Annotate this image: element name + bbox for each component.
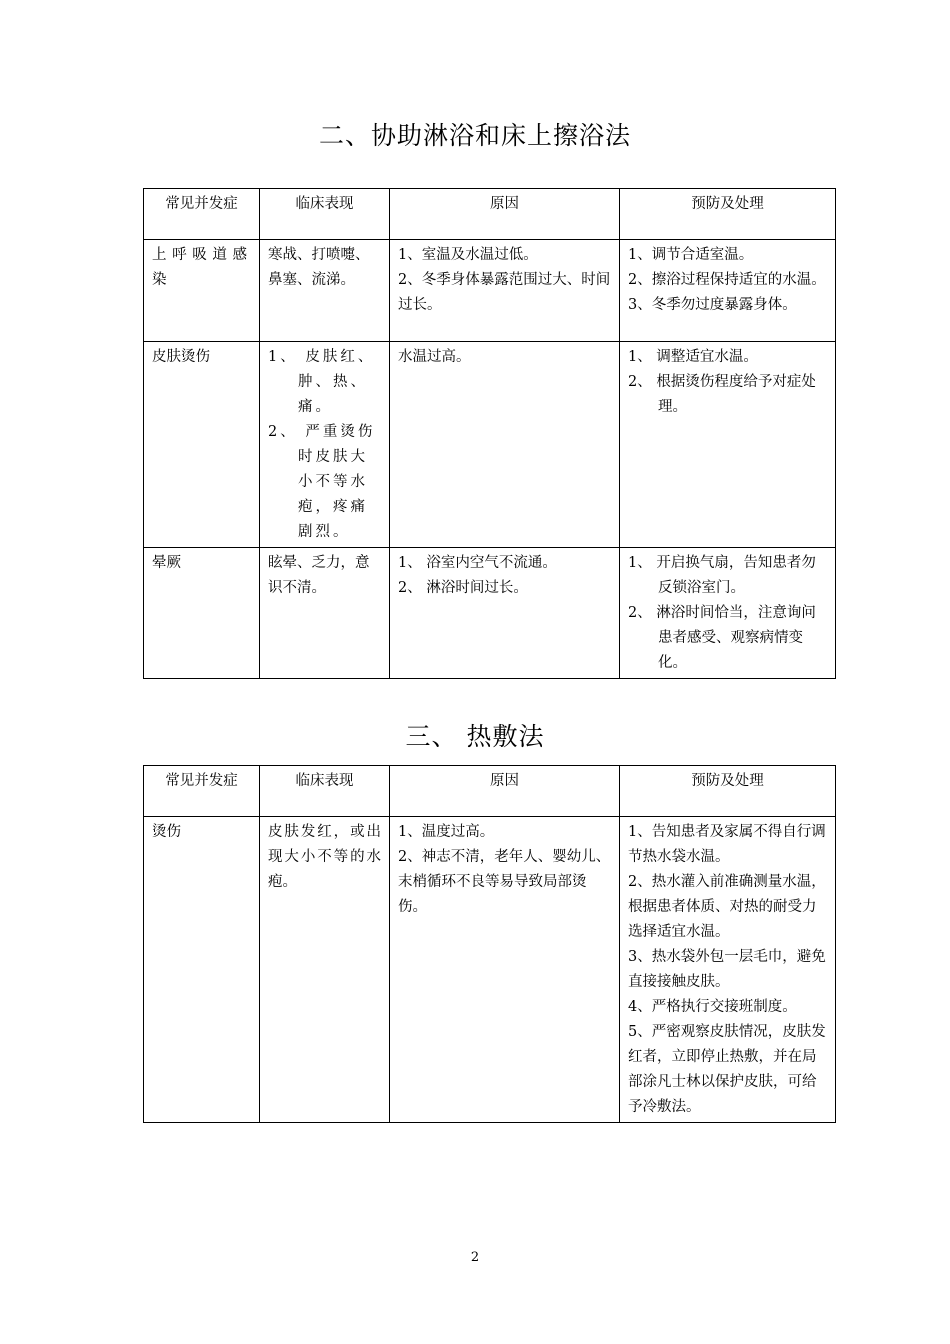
prevention-cell <box>620 817 836 1123</box>
prevention-text: 1、 调整适宜水温。 <box>628 349 758 365</box>
table-row <box>144 240 836 342</box>
cause-text: 1、温度过高。 <box>398 824 495 840</box>
header-complication: 常见并发症 <box>144 189 260 240</box>
cause-text: 水温过高。 <box>398 349 471 365</box>
table-row <box>144 548 836 679</box>
cause-text: 2、神志不清，老年人、婴幼儿、末梢循环不良等易导致局部烫伤。 <box>398 849 611 915</box>
complications-table-hot-compress <box>143 765 836 1123</box>
prevention-text: 3、热水袋外包一层毛巾，避免直接接触皮肤。 <box>628 949 826 990</box>
prevention-cell <box>620 240 836 342</box>
prevention-text: 5、严密观察皮肤情况，皮肤发红者，立即停止热敷，并在局部涂凡士林以保护皮肤，可给予冷敷法。 <box>628 1024 826 1115</box>
table-row <box>144 817 836 1123</box>
prevention-text: 3、冬季勿过度暴露身体。 <box>628 297 797 313</box>
prevention-text: 2、 根据烫伤程度给予对症处理。 <box>628 374 816 415</box>
complication-text: 晕厥 <box>152 555 181 571</box>
symptoms-cell <box>260 240 390 342</box>
cause-text: 1、室温及水温过低。 <box>398 247 538 263</box>
cause-text: 1、 浴室内空气不流通。 <box>398 555 557 571</box>
cause-text: 2、 淋浴时间过长。 <box>398 580 528 596</box>
prevention-cell <box>620 342 836 548</box>
complication-cell <box>144 342 260 548</box>
complication-cell <box>144 240 260 342</box>
causes-cell <box>390 548 620 679</box>
prevention-text: 2、 淋浴时间恰当，注意询问患者感受、观察病情变化。 <box>628 605 816 671</box>
complications-table-bathing <box>143 188 836 679</box>
prevention-text: 1、告知患者及家属不得自行调节热水袋水温。 <box>628 824 826 865</box>
symptom-text: 皮肤发红，或出现大小不等的水疱。 <box>268 824 381 890</box>
header-prevention: 预防及处理 <box>620 766 836 817</box>
symptom-text: 1、 皮肤红、肿、热、痛。 <box>268 349 376 415</box>
header-prevention: 预防及处理 <box>620 189 836 240</box>
complication-cell <box>144 548 260 679</box>
cause-text: 2、冬季身体暴露范围过大、时间过长。 <box>398 272 611 313</box>
symptom-text: 眩晕、乏力，意识不清。 <box>268 555 370 596</box>
symptom-text: 寒战、打喷嚏、鼻塞、流涕。 <box>268 247 370 288</box>
complication-text: 烫伤 <box>152 824 181 840</box>
header-complication: 常见并发症 <box>144 766 260 817</box>
header-symptoms: 临床表现 <box>260 766 390 817</box>
table-header-row <box>144 189 836 240</box>
page-number: 2 <box>470 1250 480 1265</box>
prevention-cell <box>620 548 836 679</box>
header-causes: 原因 <box>390 766 620 817</box>
symptoms-cell <box>260 817 390 1123</box>
complication-cell <box>144 817 260 1123</box>
prevention-text: 2、擦浴过程保持适宜的水温。 <box>628 272 826 288</box>
symptoms-cell <box>260 548 390 679</box>
header-symptoms: 临床表现 <box>260 189 390 240</box>
causes-cell <box>390 240 620 342</box>
section-title-bathing: 二、协助淋浴和床上擦浴法 <box>318 121 631 150</box>
causes-cell <box>390 817 620 1123</box>
section-title-hot-compress: 三、 热敷法 <box>405 722 545 751</box>
complication-text: 上呼吸道感染 <box>152 247 251 288</box>
header-causes: 原因 <box>390 189 620 240</box>
causes-cell <box>390 342 620 548</box>
complication-text: 皮肤烫伤 <box>152 349 210 365</box>
table-row <box>144 342 836 548</box>
prevention-text: 1、 开启换气扇，告知患者勿反锁浴室门。 <box>628 555 816 596</box>
table-header-row <box>144 766 836 817</box>
prevention-text: 1、调节合适室温。 <box>628 247 754 263</box>
prevention-text: 4、严格执行交接班制度。 <box>628 999 797 1015</box>
prevention-text: 2、热水灌入前准确测量水温，根据患者体质、对热的耐受力选择适宜水温。 <box>628 874 826 940</box>
symptoms-cell <box>260 342 390 548</box>
symptom-text: 2、 严重烫伤时皮肤大小不等水疱，疼痛剧烈。 <box>268 424 376 540</box>
